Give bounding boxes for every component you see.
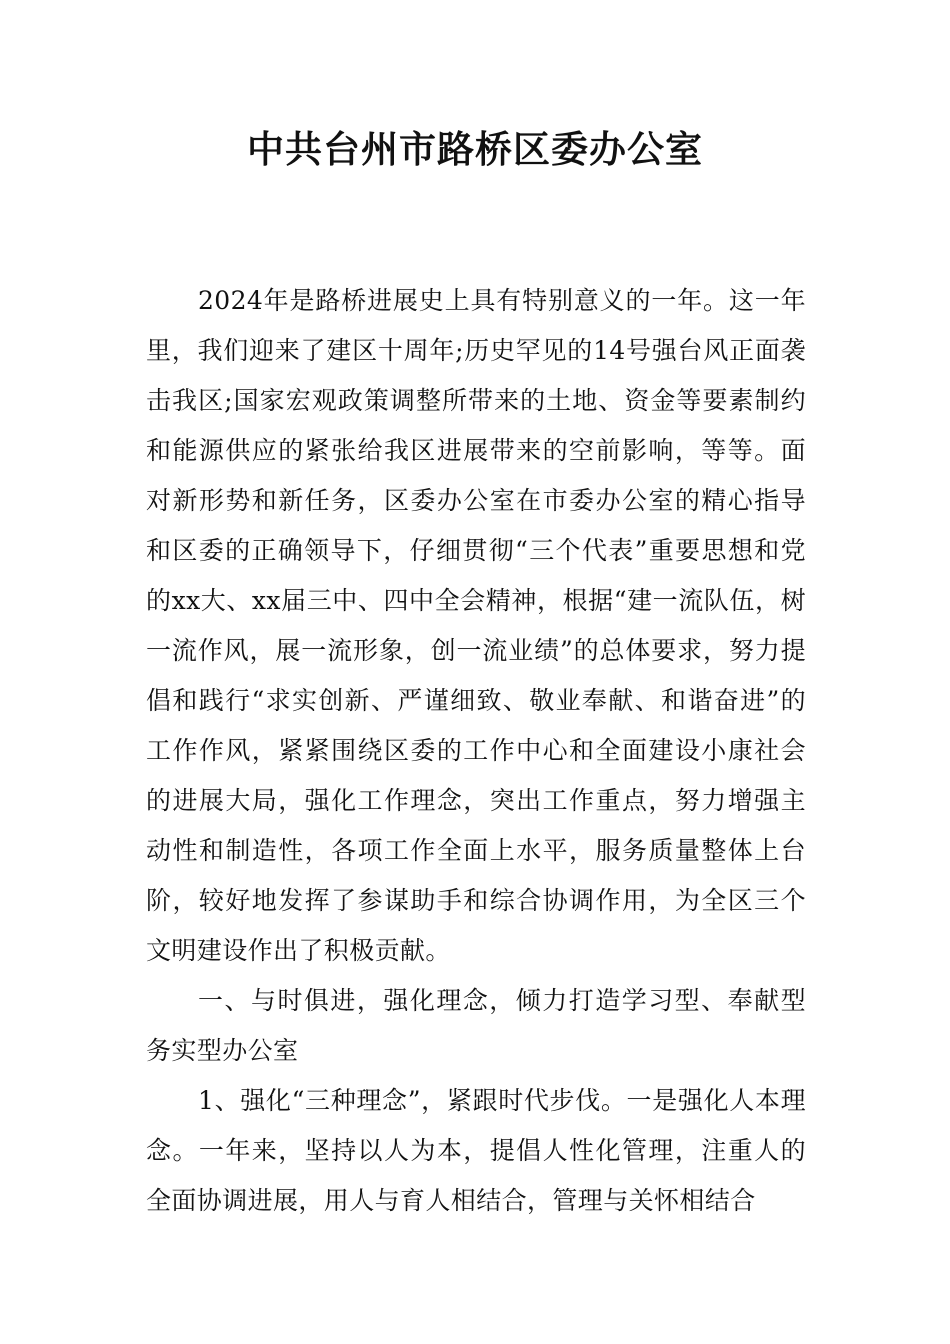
paragraph-intro: 2024年是路桥进展史上具有特别意义的一年。这一年里，我们迎来了建区十周年;历史罕见的14号强台风正面袭击我区;国家宏观政策调整所带来的土地、资金等要素制约和能源供应的紧张给我区进展带来的空前影响，等等。面对新形势和新任务，区委办公室在市委办公室的精心指导和区委的正确领导下，仔细贯彻“三个代表”重要思想和党的xx大、xx届三中、四中全会精神，根据“建一流队伍，树一流作风，展一流形象，创一流业绩”的总体要求，努力提倡和践行“求实创新、严谨细致、敬业奉献、和谐奋进”的工作作风，紧紧围绕区委的工作中心和全面建设小康社会的进展大局，强化工作理念，突出工作重点，努力增强主动性和制造性，各项工作全面上水平，服务质量整体上台阶，较好地发挥了参谋助手和综合协调作用，为全区三个文明建设作出了积极贡献。 — [146, 286, 806, 965]
document-body — [146, 276, 806, 1226]
paragraph-subsection-1: 1、强化“三种理念”，紧跟时代步伐。一是强化人本理念。一年来，坚持以人为本，提倡人性化管理，注重人的全面协调进展，用人与育人相结合，管理与关怀相结合 — [146, 1086, 806, 1215]
document-title: 中共台州市路桥区委办公室 — [247, 128, 703, 171]
section-heading-1: 一、与时俱进，强化理念，倾力打造学习型、奉献型务实型办公室 — [146, 986, 806, 1065]
